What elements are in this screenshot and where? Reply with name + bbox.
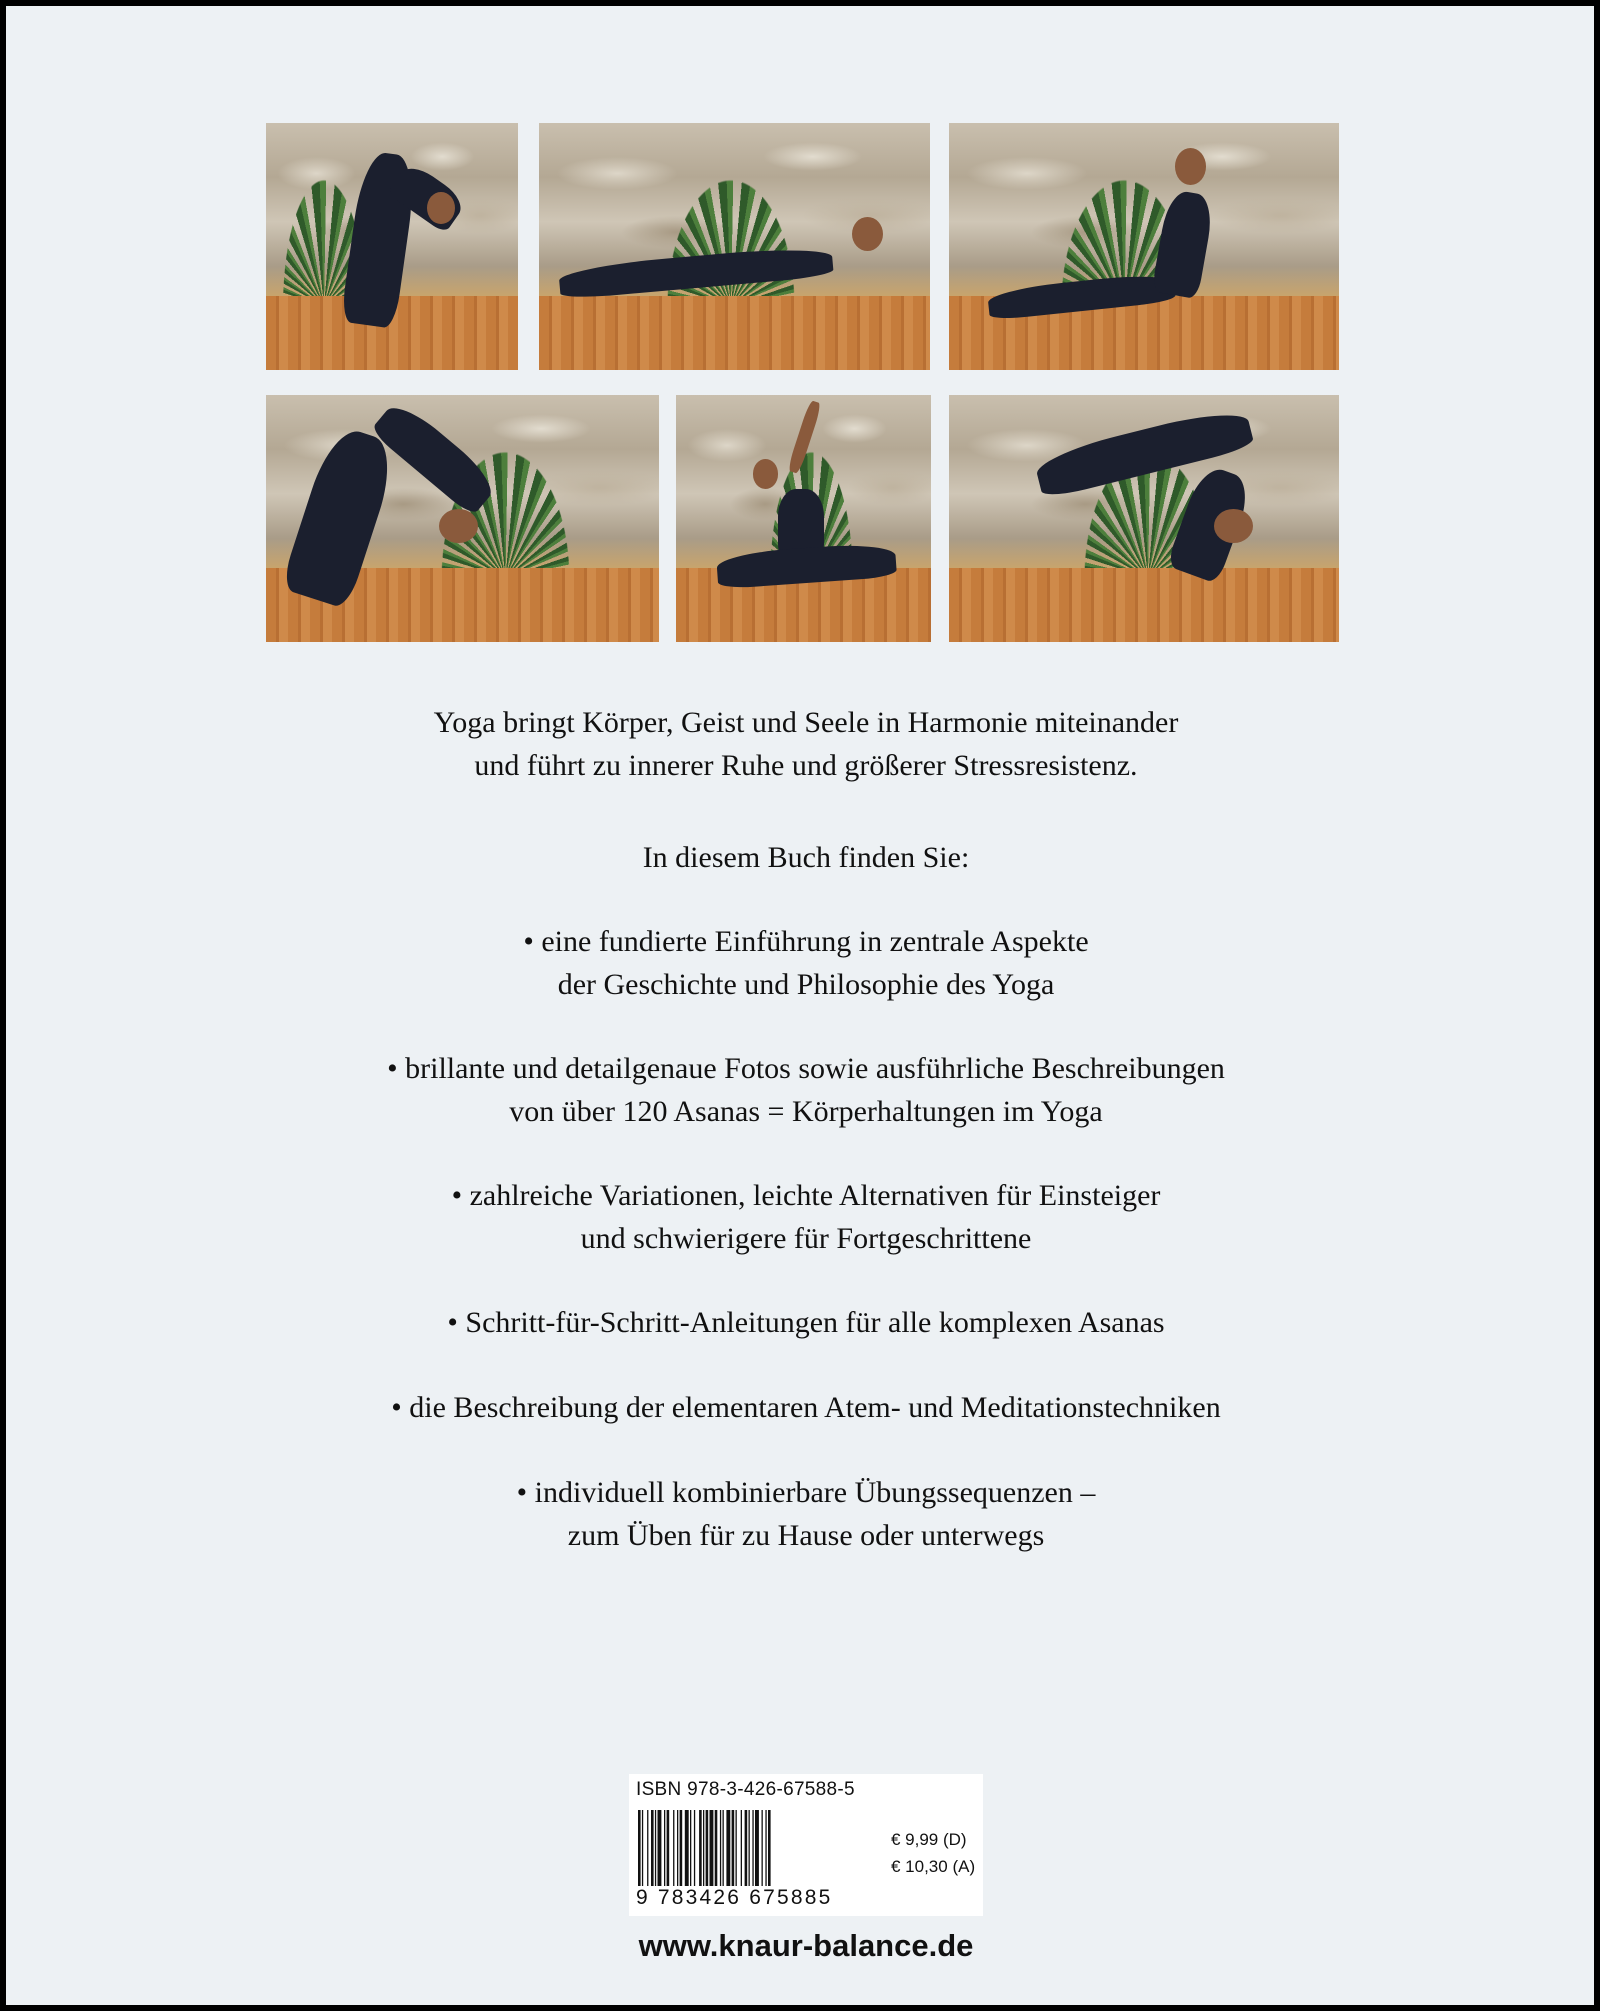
barcode-stripe xyxy=(685,1810,689,1886)
barcode-stripe xyxy=(715,1810,718,1886)
feature-item xyxy=(206,1471,1406,1557)
isbn-text: ISBN 978-3-426-67588-5 xyxy=(636,1779,855,1800)
barcode-stripe xyxy=(667,1810,670,1886)
feature-line: • Schritt-für-Schritt-Anleitungen für alle komplexen Asanas xyxy=(447,1306,1165,1339)
feature-line: zum Üben für zu Hause oder unterwegs xyxy=(567,1519,1045,1552)
feature-line: von über 120 Asanas = Körperhaltungen im Yoga xyxy=(509,1095,1103,1128)
yoga-photo-warrior-pose xyxy=(676,395,931,642)
price-austria: € 10,30 (A) xyxy=(891,1857,976,1876)
barcode-stripe xyxy=(647,1810,648,1886)
feature-item xyxy=(206,1301,1406,1344)
barcode-stripe xyxy=(690,1810,691,1886)
barcode-stripe xyxy=(651,1810,654,1886)
barcode-stripe xyxy=(664,1810,665,1886)
barcode-stripe xyxy=(745,1810,748,1886)
barcode-stripe xyxy=(726,1810,730,1886)
ean-digits: 9 783426 675885 xyxy=(636,1886,833,1909)
book-back-cover xyxy=(6,6,1594,2005)
barcode-stripe xyxy=(658,1810,662,1886)
barcode-stripe xyxy=(706,1810,709,1886)
feature-line: • eine fundierte Einführung in zentrale Aspekte xyxy=(523,925,1089,958)
price-germany: € 9,99 (D) xyxy=(891,1830,967,1849)
feature-item xyxy=(206,1047,1406,1133)
barcode-stripe xyxy=(749,1810,750,1886)
yoga-photo-plank xyxy=(539,123,930,370)
list-heading xyxy=(206,836,1406,879)
barcode-stripe xyxy=(638,1810,641,1886)
barcode-stripe xyxy=(680,1810,683,1886)
barcode-stripe xyxy=(723,1810,724,1886)
barcode-stripe xyxy=(768,1810,771,1886)
feature-item xyxy=(206,1386,1406,1429)
barcode-stripe xyxy=(755,1810,759,1886)
barcode-stripe xyxy=(762,1810,763,1886)
barcode-label xyxy=(629,1774,983,1916)
feature-line: der Geschichte und Philosophie des Yoga xyxy=(557,968,1055,1001)
list-heading-text: In diesem Buch finden Sie: xyxy=(642,841,970,874)
barcode-stripe xyxy=(642,1810,643,1886)
intro-text xyxy=(206,701,1406,787)
feature-line: • die Beschreibung der elementaren Atem- und Meditationstechniken xyxy=(391,1391,1221,1424)
yoga-photo-standing-forward-bend xyxy=(266,123,518,370)
feature-line: und schwierigere für Fortgeschrittene xyxy=(580,1222,1032,1255)
barcode-stripe xyxy=(694,1810,695,1886)
feature-item xyxy=(206,1174,1406,1260)
barcode-stripe xyxy=(703,1810,704,1886)
barcode-stripe xyxy=(655,1810,656,1886)
feature-item xyxy=(206,920,1406,1006)
barcode-stripe xyxy=(765,1810,766,1886)
barcode-stripe xyxy=(699,1810,702,1886)
yoga-photo-downward-dog xyxy=(266,395,659,642)
barcode-stripe xyxy=(673,1810,674,1886)
barcode-stripe xyxy=(710,1810,714,1886)
feature-line: • individuell kombinierbare Übungssequenzen – xyxy=(516,1476,1096,1509)
barcode-bars xyxy=(636,1810,886,1886)
yoga-photo-upward-dog xyxy=(949,123,1339,370)
barcode-stripe xyxy=(741,1810,742,1886)
intro-line-1: Yoga bringt Körper, Geist und Seele in Harmonie miteinander xyxy=(433,706,1179,739)
barcode-stripe xyxy=(677,1810,678,1886)
barcode-stripe xyxy=(720,1810,721,1886)
barcode-stripe xyxy=(732,1810,735,1886)
price-list xyxy=(891,1826,975,1880)
barcode-stripe xyxy=(752,1810,753,1886)
website-url: www.knaur-balance.de xyxy=(638,1928,974,1963)
intro-line-2: und führt zu innerer Ruhe und größerer Stressresistenz. xyxy=(474,749,1138,782)
feature-line: • zahlreiche Variationen, leichte Alternativen für Einsteiger xyxy=(451,1179,1161,1212)
feature-line: • brillante und detailgenaue Fotos sowie ausführliche Beschreibungen xyxy=(387,1052,1225,1085)
barcode-stripe xyxy=(736,1810,737,1886)
yoga-photo-dolphin-pose xyxy=(949,395,1339,642)
